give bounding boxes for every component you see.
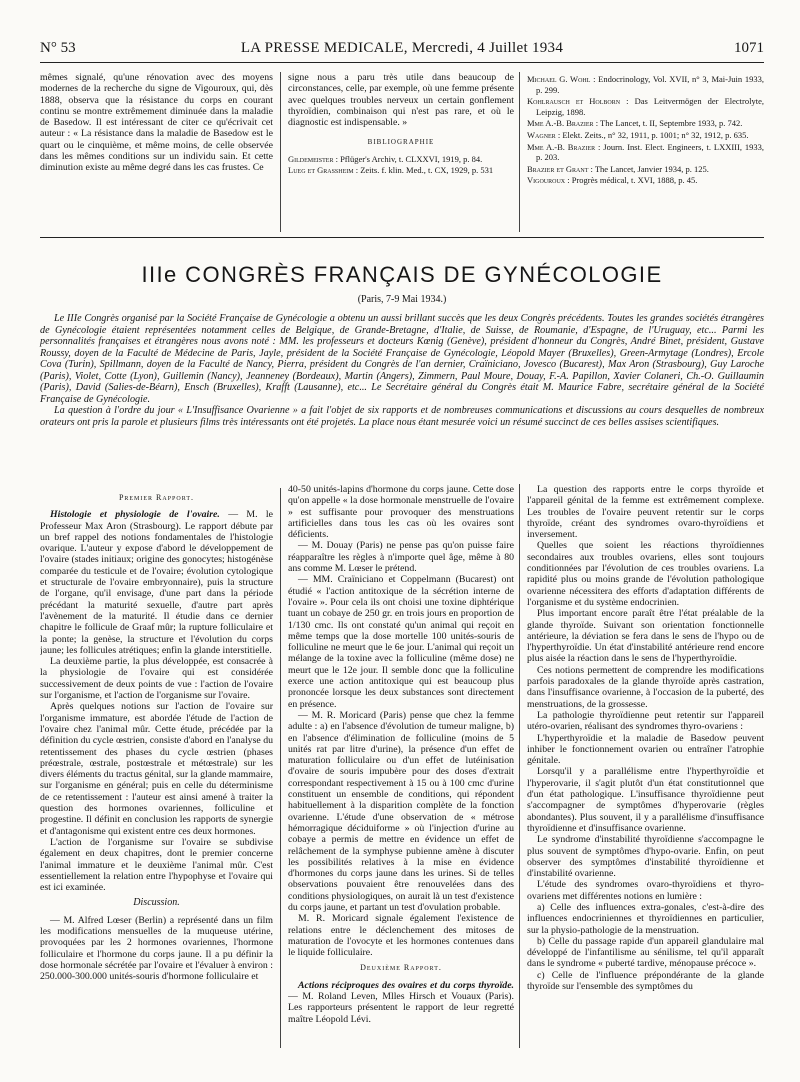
lower-column-right (527, 484, 764, 1048)
section-heading: Premier Rapport. (118, 493, 195, 502)
bibliography-list (288, 154, 514, 176)
intro-paragraph: La question à l'ordre du jour « L'Insuffisance Ovarienne » a fait l'objet de six rapports et de nombreuses communications et discussions au cours desquelles de nombreux orateurs ont pris la parole et plusieurs films très intéressants ont été projetés. La place nous étant mesurée voici un résumé succinct de ces belles assises scientifiques. (40, 405, 764, 428)
top-column-left (40, 72, 273, 232)
paragraph: signe nous a paru très utile dans beaucoup de circonstances, celle, par exemple, où une femme présente avec quelques troubles nerveux un certain gonflement thyroïdien, combinaison qui n'est pas rare, et où le diagnostic est indispensable. » (288, 72, 514, 129)
paragraph: — M. R. Moricard (Paris) pense que chez la femme adulte : a) en l'absence d'évolution de tumeur maligne, b) en l'absence d'élimination de folliculine (moins de 5 unités rat par litre d'urine), la présence d'un effet de maturation folliculaire ou d'un effet de lutéinisation d'ovaire de souris impubère pour des doses d'extrait correspondant respectivement à 15 ou à 100 cmc d'urine constituent un ensemble de conditions, qui répondent habituellement à la disparition complète de la fonction ovarienne. L'étude d'une observation de « métrose hémorragique déciduiforme » où l'injection d'urine au cobaye a permis de mettre en évidence un effet de relâchement de la symphyse pubienne amène à discuter les possibilités relatives à la mise en évidence d'hormones du corps jaune dans les urines. Si de telles observations pouvaient être renouvelées dans des conditions physiologiques, on aurait là un test d'existence du corps jaune, et partant un test d'ovulation probable. (288, 709, 514, 913)
page-number: 1071 (734, 40, 764, 56)
reference-entry: Kohlrausch et Holborn : Das Leitvermögen der Electrolyte, Leipzig, 1898. (527, 96, 764, 117)
page-header (40, 40, 764, 62)
reference-entry: Mme A.-B. Brazier : The Lancet, t. II, Septembre 1933, p. 742. (527, 118, 743, 129)
section-heading: Deuxième Rapport. (360, 963, 442, 973)
paragraph: Quelles que soient les réactions thyroïdiennes secondaires aux troubles ovariens, elles sont toujours conditionnées par l'évolution de ces troubles ovariens. La rapidité plus ou moins grande de l'évolution pathologique ovarienne nécessitera des efforts d'adaptation différents de l'organisme et du système endocrinien. (527, 540, 764, 608)
paragraph: a) Celle des influences extra-gonales, c'est-à-dire des influences endocriniennes et thyroïdiennes en particulier, sur la physio-pathologie de la menstruation. (527, 901, 764, 936)
paragraph: mêmes signalé, qu'une rénovation avec des moyens modernes de la recherche du signe de Vigouroux, qui, dès 1888, observa que la résistance du corps en courant continu se montre extrêmement diminuée dans la maladie de Basedow. Il est intéressant de citer ce qu'écrivait cet auteur : « La résistance dans la maladie de Basedow est le quart ou le cinquième, et même moins, de celle observée dans les mêmes conditions sur un individu sain. Et cette diminution existe au même degré dans les cas frustes. Ce (40, 72, 273, 174)
column-rule (519, 72, 520, 232)
paragraph: — M. Alfred Lœser (Berlin) a représenté dans un film les modifications mensuelles de la muqueuse utérine, provoquées par les 2 hormones ovariennes, l'hormone folliculaire et l'hormone du corps jaune. Il a pu définir la dose hormonale sécrétée par l'ovaire et l'évaluer à environ : 250.000-300.000 unités-souris d'hormone folliculaire et (40, 914, 273, 983)
reference-entry: Vigouroux : Progrès médical, t. XVI, 1888, p. 45. (527, 175, 698, 186)
lower-column-middle (288, 484, 514, 1048)
paragraph: L'action de l'organisme sur l'ovaire se subdivise également en deux chapitres, dont le premier concerne l'animal immature et le deuxième l'animal mûr. C'est essentiellement la relation entre l'hypophyse et l'ovaire qui est ici examinée. (40, 836, 273, 894)
paragraph: — M. Roland Leven, Mlles Hirsch et Vouaux (Paris). Les rapporteurs présentent le rapport de leur regretté maître Léopold Lévi. (288, 991, 514, 1025)
paragraph: Après quelques notions sur l'action de l'ovaire sur l'organisme immature, est abordée l'étude de l'action de l'ovaire chez l'animal mûr. Cette étude, précédée par la définition du cycle œstrien, consiste d'abord en l'analyse du retentissement des phases du cycle œstrien (phases préœstrale, œstrale, postœstrale et métœstrale) sur les divers éléments du tractus génital, sur la glande mammaire, sur l'organisme en général; puis en celle du déterminisme de ce retentissement : l'auteur est ainsi amené à traiter la question des hormones ovariennes, folliculine et progestine. Il définit en conclusion les rapports de synergie et d'antagonisme qui existent entre ces deux hormones. (40, 701, 273, 837)
paragraph: M. R. Moricard signale également l'existence de relations entre le déclenchement des mitoses de maturation de l'ovocyte et les hormones contenues dans le liquide folliculaire. (288, 913, 514, 959)
paragraph: L'hyperthyroïdie et la maladie de Basedow peuvent inhiber le fonctionnement ovarien ou entraîner l'atrophie génitale. (527, 732, 764, 767)
paragraph: Plus important encore paraît être l'état préalable de la glande thyroïde. Suivant son orientation fonctionnelle antérieure, la déviation se fera dans le sens de l'hypo ou de l'hyperthyroïdie. Un état d'instabilité antérieure rend encore plus aisée la réaction dans le sens de l'hyperthyroïdie. (527, 608, 764, 665)
column-rule (280, 72, 281, 232)
paragraph: 40-50 unités-lapins d'hormone du corps jaune. Cette dose qu'on appelle « la dose hormonale menstruelle de l'ovaire » est suffisante pour provoquer des menstruations artificielles dans tous les cas où les ovaires sont déficients. (288, 484, 514, 541)
top-column-right (527, 74, 764, 232)
issue-number: N° 53 (40, 40, 76, 56)
discussion-heading: Discussion. (133, 897, 180, 909)
top-column-middle (288, 72, 514, 232)
paragraph: La question des rapports entre le corps thyroïde et l'appareil génital de la femme est extrêmement complexe. Les troubles de l'ovaire peuvent retentir sur le corps thyroïde, créant des syndromes ovaro-thyroïdiens et inversement. (527, 484, 764, 541)
reference-entry: Wagner : Elekt. Zeits., n° 32, 1911, p. 1001; n° 32, 1912, p. 635. (527, 129, 749, 140)
bibliography-heading: BIBLIOGRAPHIE (367, 138, 435, 147)
lower-column-left (40, 488, 273, 1048)
paragraph: Le syndrome d'instabilité thyroïdienne s'accompagne le plus souvent de symptômes d'hypo-ovarie. Enfin, on peut observer des symptômes d'instabilité thyroïdienne et d'instabilité ovarienne. (527, 834, 764, 880)
section-rule (40, 237, 764, 238)
paragraph: c) Celle de l'influence prépondérante de la glande thyroïde sur l'ensemble des symptômes du (527, 969, 764, 993)
report-heading: Actions réciproques des ovaires et du corps thyroïde. (298, 979, 514, 991)
reference-entry: Mme A.-B. Brazier : Journ. Inst. Elect. Engineers, t. LXXIII, 1933, p. 203. (527, 141, 764, 163)
header-rule (40, 62, 764, 63)
column-rule (280, 488, 281, 1048)
column-rule (519, 484, 520, 1048)
report-heading: Histologie et physiologie de l'ovaire. (50, 509, 220, 521)
bibliography-entry: Lueg et Grassheim : Zeits. f. klin. Med., t. CX, 1929, p. 531 (288, 165, 494, 176)
intro-paragraph: Le IIIe Congrès organisé par la Société Française de Gynécologie a obtenu un aussi brillant succès que les deux Congrès précédents. Toutes les grandes sociétés étrangères de Gynécologie étaient représentées notamment celles de Belgique, de Grande-Bretagne, d'Italie, de Suisse, de Roumanie, d'Espagne, de l'Uruguay, etc... Parmi les personnalités françaises et étrangères nous avons noté : MM. les professeurs et docteurs Kœnig (Genève), président d'honneur du Congrès, André Binet, président, Gustave Roussy, doyen de la Faculté de Médecine de Paris, Jayle, président de la Société Française de Gynécologie, Léopold Mayer (Bruxelles), Green-Armytage (Londres), Ercole Cova (Turin), Spillmann, doyen de la Faculté de Nancy, Pierra, président du Congrès de l'an dernier, Craïniciano, Jovesco (Bucarest), Max Aron (Strasbourg), Guy Laroche (Paris), Violet, Cotte (Lyon), Guillemin (Nancy), Jeanneney (Bordeaux), Martin (Angers), Zimmern, Paul Moure, Douay, F.-A. Papillon, Xavier Colaneri, Ch.-O. Guillaumin (Paris), David (Salies-de-Béarn), Ensch (Bruxelles), Krafft (Lausanne), etc... Le Secrétaire général du Congrès était M. Maurice Fabre, secrétaire général de la Société Française de Gynécologie. (40, 313, 764, 405)
reference-entry: Michael G. Wohl : Endocrinology, Vol. XVII, n° 3, Mai-Juin 1933, p. 299. (527, 74, 764, 95)
journal-title: LA PRESSE MEDICALE, Mercredi, 4 Juillet 1934 (240, 40, 564, 56)
bibliography-entry: Gildemeister : Pflüger's Archiv, t. CLXXVI, 1919, p. 84. (288, 153, 483, 164)
paragraph: — M. le Professeur Max Aron (Strasbourg). Le rapport débute par un bref rappel des notions fondamentales de l'histologie ovarique. L'auteur y expose d'abord le développement de l'ovaire (stades initiaux; origine des gonocytes; histogénèse comparée du testicule et de l'ovaire; évolution cytologique et structurale de l'ovaire embryonnaire), puis la structure de l'organe, qu'il envisage, d'une part dans la période précédant la maturité sexuelle, d'autre part après l'avènement de la maturité. Il étudie dans ce dernier chapitre le follicule de Graaf mûr; la rupture folliculaire et la ponte; la genèse, la structure et l'évolution du corps jaune; les follicules atrétiques; enfin la glande interstitielle. (40, 509, 273, 656)
paragraph: — M. Douay (Paris) ne pense pas qu'on puisse faire réapparaître les règles à n'importe quel âge, même à 80 ans comme M. Lœser le prétend. (288, 540, 514, 575)
paragraph: b) Celle du passage rapide d'un appareil glandulaire mal développé de l'infantilisme au sénilisme, tel qu'il apparaît dans le syndrome « puberté tardive, ménopause précoce ». (527, 935, 764, 970)
paragraph: Ces notions permettent de comprendre les modifications parfois paradoxales de la glande thyroïde après castration, dans l'insuffisance ovarienne, à l'occasion de la puberté, des menstruations, de la grossesse. (527, 664, 764, 710)
article-title: IIIe CONGRÈS FRANÇAIS DE GYNÉCOLOGIE (141, 262, 663, 287)
reference-entry: Brazier et Grant : The Lancet, Janvier 1934, p. 125. (527, 163, 709, 174)
article-subtitle: (Paris, 7-9 Mai 1934.) (357, 294, 447, 305)
article-intro (40, 313, 764, 428)
paragraph: Lorsqu'il y a parallélisme entre l'hyperthyroïdie et l'hyperovarie, il s'agit plutôt d'un état constitutionnel que d'un état pathologique. L'insuffisance thyroïdienne peut s'accompagner de symptômes d'hyperovarie (règles abondantes). Plus souvent, il y a parallélisme d'insuffisance thyroïdienne et d'insuffisance ovarienne. (527, 766, 764, 834)
paragraph: La deuxième partie, la plus développée, est consacrée à la physiologie de l'ovaire qui est considérée successivement de deux points de vue : l'action de l'ovaire sur l'organisme, et l'action de l'organisme sur l'ovaire. (40, 656, 273, 702)
paragraph: La pathologie thyroïdienne peut retentir sur l'appareil utéro-ovarien, réalisant des syndromes thyro-ovariens : (527, 709, 764, 733)
paragraph: — MM. Craïniciano et Coppelmann (Bucarest) ont étudié « l'action antitoxique de la sécrétion interne de l'ovaire ». Pour cela ils ont choisi une toxine diphtérique tuant un cobaye de 250 gr. en trois jours en proportion de 1/130 cmc. Ils ont constaté qu'un animal qui reçoit en même temps que la dose mortelle 100 unités-souris de folliculine ne meurt que le 6e jour. L'animal qui reçoit un mélange de la toxine avec la folliculine (même dose) ne meurt que le 12e jour. Il semble donc que la folliculine exerce une action antitoxique qui est beaucoup plus prononcée lorsque les deux substances sont directement en présence. (288, 574, 514, 710)
paragraph: L'étude des syndromes ovaro-thyroïdiens et thyro-ovariens met différentes notions en lumière : (527, 879, 764, 902)
